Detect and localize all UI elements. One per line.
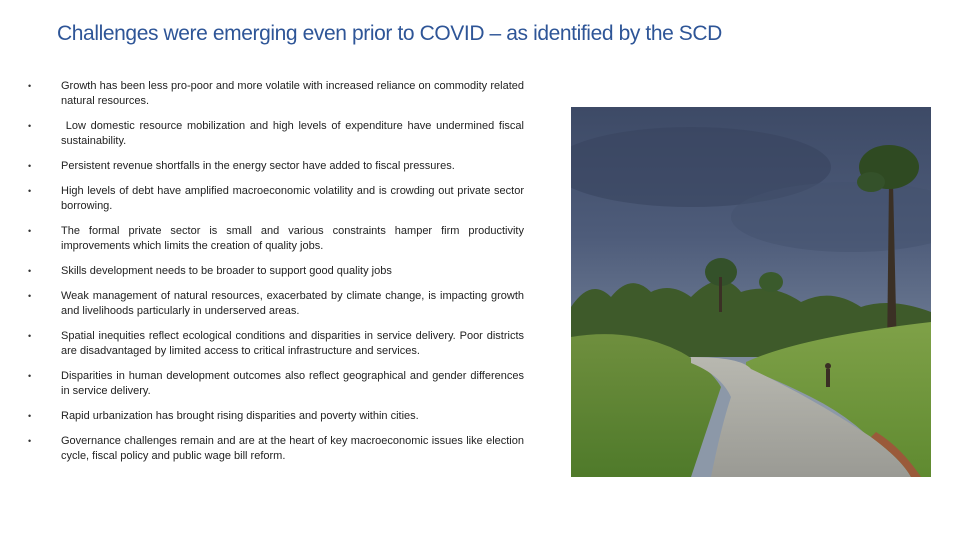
bullet-item (28, 264, 524, 279)
bullet-text: Weak management of natural resources, exacerbated by climate change, is impacting growth and livelihoods particularly in underserved areas. (61, 290, 524, 317)
bullet-text: Skills development needs to be broader to support good quality jobs (61, 265, 392, 277)
bullet-item (28, 79, 524, 109)
bullet-text: Disparities in human development outcomes also reflect geographical and gender differences in service delivery. (61, 370, 524, 397)
landscape-photo (571, 107, 931, 477)
bullet-item (28, 224, 524, 254)
bullet-marker: • (28, 161, 32, 171)
bullet-text: Rapid urbanization has brought rising disparities and poverty within cities. (61, 410, 419, 422)
bullet-item (28, 369, 524, 399)
bullet-text: Governance challenges remain and are at the heart of key macroeconomic issues like election cycle, fiscal policy and public wage bill reform. (61, 435, 524, 462)
bullet-text: Low domestic resource mobilization and high levels of expenditure have undermined fiscal sustainability. (61, 120, 528, 147)
bullet-item (28, 184, 524, 214)
bullet-item (28, 119, 528, 149)
bullet-item (28, 409, 524, 424)
bullet-marker: • (28, 121, 32, 131)
bullet-item (28, 289, 524, 319)
slide-title: Challenges were emerging even prior to COVID – as identified by the SCD (57, 22, 722, 45)
bullet-item (28, 434, 524, 464)
bullet-text: The formal private sector is small and various constraints hamper firm productivity improvements which limits the creation of quality jobs. (61, 225, 524, 252)
bullet-list (28, 79, 528, 474)
bullet-marker: • (28, 371, 32, 381)
bullet-marker: • (28, 291, 32, 301)
bullet-marker: • (28, 411, 32, 421)
bullet-text: High levels of debt have amplified macroeconomic volatility and is crowding out private sector borrowing. (61, 185, 524, 212)
bullet-item (28, 159, 524, 174)
bullet-item (28, 329, 524, 359)
bullet-text: Spatial inequities reflect ecological conditions and disparities in service delivery. Poor districts are disadvantaged by limited access to critical infrastructure and services. (61, 330, 524, 357)
bullet-marker: • (28, 436, 32, 446)
bullet-text: Persistent revenue shortfalls in the energy sector have added to fiscal pressures. (61, 160, 455, 172)
bullet-marker: • (28, 81, 32, 91)
bullet-marker: • (28, 226, 32, 236)
bullet-marker: • (28, 266, 32, 276)
bullet-marker: • (28, 331, 32, 341)
bullet-marker: • (28, 186, 32, 196)
bullet-text: Growth has been less pro-poor and more volatile with increased reliance on commodity related natural resources. (61, 80, 524, 107)
